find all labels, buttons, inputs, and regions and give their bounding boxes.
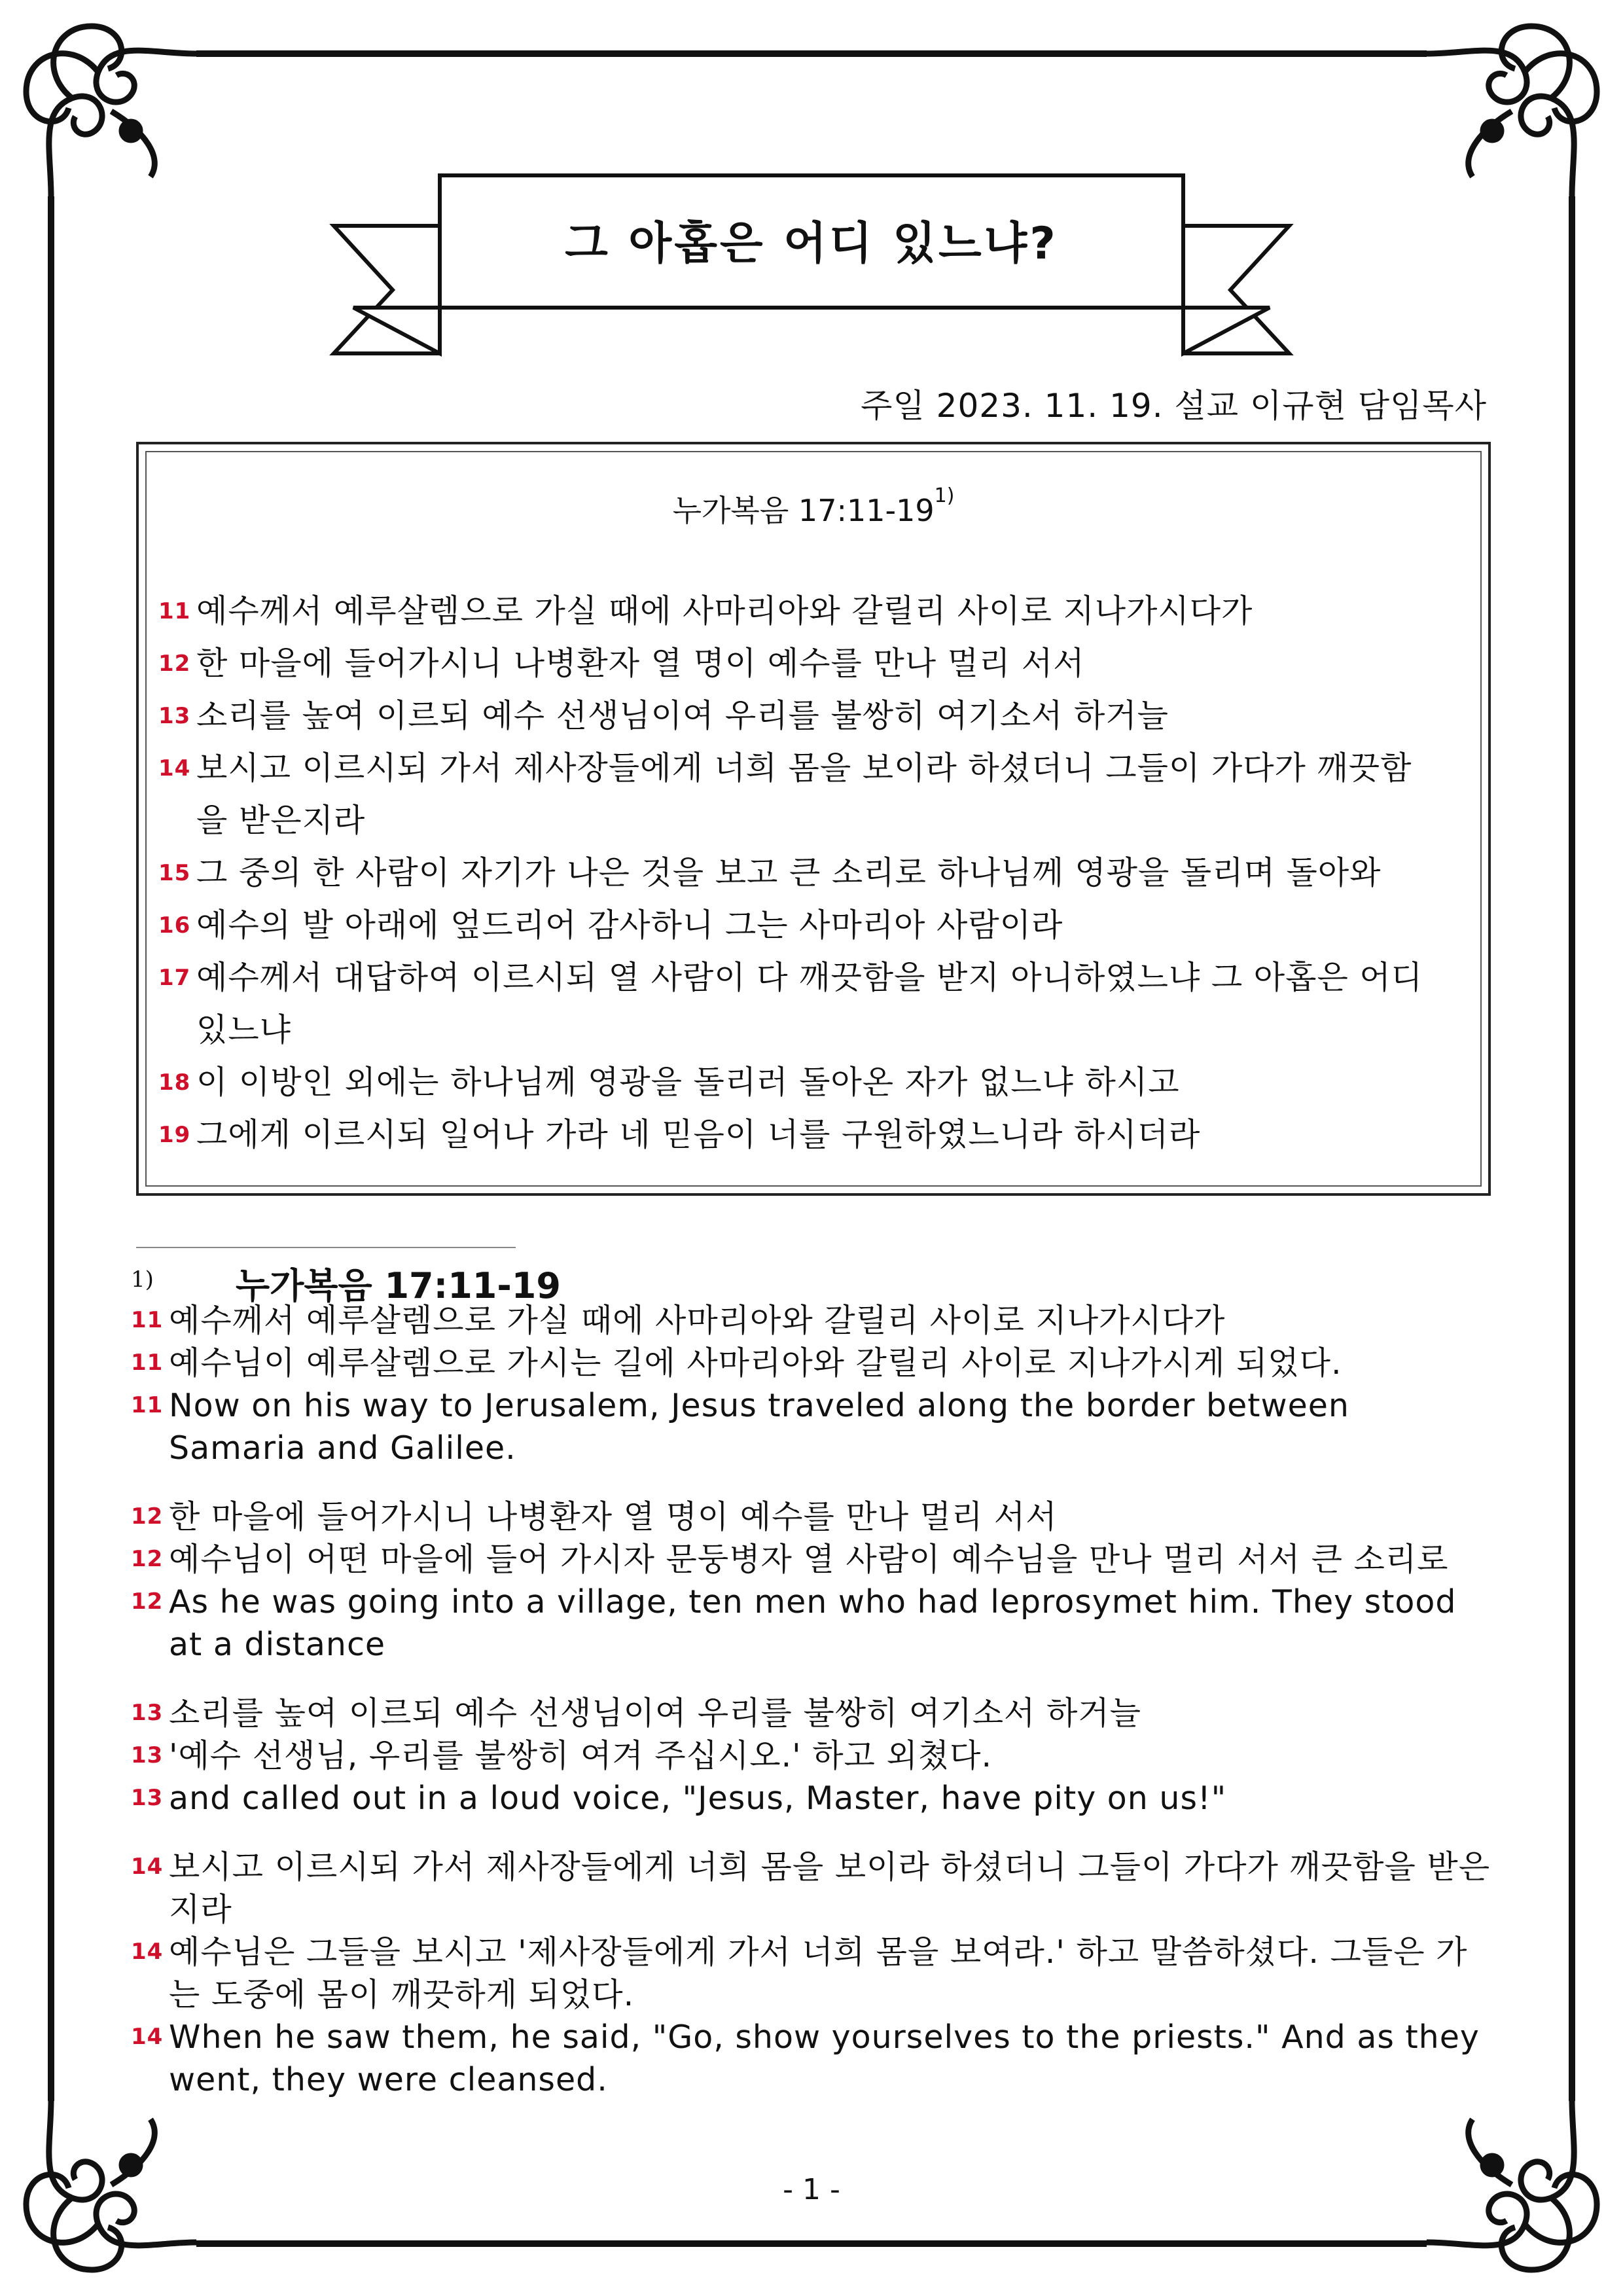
verse-number: 14: [131, 1939, 164, 1965]
footnote-line: [131, 1692, 1492, 1734]
footnote-line: [131, 1734, 1492, 1777]
verse-number: 17: [158, 965, 191, 991]
footnote-line-text: and called out in a loud voice, "Jesus, Master, have pity on us!": [169, 1780, 1227, 1817]
verse-number: 14: [131, 1854, 164, 1880]
footnote-line: [131, 1538, 1492, 1581]
verse-text: 예수의 발 아래에 엎드리어 감사하니 그는 사마리아 사람이라: [196, 906, 1063, 944]
verse-number: 14: [131, 2024, 164, 2050]
sermon-dateline: 주일 2023. 11. 19. 설교 이규현 담임목사: [861, 387, 1487, 425]
footnote-line-text: 예수님은 그들을 보시고 '제사장들에게 가서 너희 몸을 보여라.' 하고 말씀하셨다. 그들은 가는 도중에 몸이 깨끗하게 되었다.: [169, 1933, 1468, 2013]
page-number: - 1 -: [783, 2173, 840, 2206]
footnote-line-text: 예수님이 예루살렘으로 가시는 길에 사마리아와 갈릴리 사이로 지나가시게 되었다.: [169, 1344, 1342, 1382]
verse-number: 14: [158, 755, 191, 781]
verse-number: 12: [158, 651, 191, 677]
verse-number: 11: [158, 598, 191, 624]
footnote-title: 누가복음 17:11-19: [236, 1265, 561, 1306]
verse: [158, 585, 1442, 637]
footnote-line-text: Now on his way to Jerusalem, Jesus traveled along the border between Samaria and Galilee.: [169, 1387, 1349, 1467]
footnote-line-text: 보시고 이르시되 가서 제사장들에게 너희 몸을 보이라 하셨더니 그들이 가다가 깨끗함을 받은지라: [169, 1848, 1491, 1928]
verse: [158, 952, 1442, 1056]
scripture-box: [136, 442, 1491, 1196]
verse-number: 13: [131, 1785, 164, 1811]
footnote-line: [131, 1342, 1492, 1384]
verse: [158, 1109, 1442, 1161]
footnote-line: [131, 1581, 1492, 1666]
footnote-line-text: 예수님이 어떤 마을에 들어 가시자 문둥병자 열 사람이 예수님을 만나 멀리 서서 큰 소리로: [169, 1541, 1449, 1578]
footnote-marker[interactable]: 1): [934, 484, 955, 507]
verse-number: 11: [131, 1307, 164, 1333]
footnote-line-text: 소리를 높여 이르되 예수 선생님이여 우리를 불쌍히 여기소서 하거늘: [169, 1695, 1141, 1732]
verse-text: 이 이방인 외에는 하나님께 영광을 돌리러 돌아온 자가 없느냐 하시고: [196, 1064, 1180, 1101]
verse-number: 16: [158, 912, 191, 939]
footnote-divider: [136, 1247, 516, 1248]
footnote-line-text: 한 마을에 들어가시니 나병환자 열 명이 예수를 만나 멀리 서서: [169, 1498, 1058, 1535]
footnote-line: [131, 1299, 1492, 1342]
verse-text: 소리를 높여 이르되 예수 선생님이여 우리를 불쌍히 여기소서 하거늘: [196, 697, 1169, 734]
footnote-line-text: 예수께서 예루살렘으로 가실 때에 사마리아와 갈릴리 사이로 지나가시다가: [169, 1302, 1226, 1339]
footnote-line-text: '예수 선생님, 우리를 불쌍히 여겨 주십시오.' 하고 외쳤다.: [169, 1737, 993, 1774]
verse: [158, 690, 1442, 742]
verse-number: 12: [131, 1588, 164, 1615]
footnote-line: [131, 1931, 1492, 2016]
verse-number: 12: [131, 1503, 164, 1530]
verse-number: 13: [131, 1700, 164, 1726]
verse-text: 보시고 이르시되 가서 제사장들에게 너희 몸을 보이라 하셨더니 그들이 가다가 깨끗함을 받은지라: [196, 749, 1412, 839]
footnote-line: [131, 1846, 1492, 1931]
verse-text: 예수께서 대답하여 이르시되 열 사람이 다 깨끗함을 받지 아니하였느냐 그 아홉은 어디 있느냐: [196, 959, 1423, 1049]
verse: [158, 1056, 1442, 1109]
footnote-verse-group: [131, 1846, 1492, 2101]
verse: [158, 899, 1442, 952]
footnote-line: [131, 2016, 1492, 2101]
verse: [158, 742, 1442, 847]
passage-reference-text: 누가복음 17:11-19: [672, 493, 935, 528]
verse-text: 한 마을에 들어가시니 나병환자 열 명이 예수를 만나 멀리 서서: [196, 645, 1085, 682]
verse: [158, 637, 1442, 690]
verse-number: 12: [131, 1546, 164, 1572]
footnote-verse-group: [131, 1299, 1492, 1469]
verse: [158, 847, 1442, 899]
verse-list: [158, 585, 1442, 1161]
verse-number: 11: [131, 1392, 164, 1418]
footnote-marker-label: 1): [131, 1266, 154, 1293]
corner-ornament-top-right: [1427, 26, 1597, 196]
footnote-line-text: When he saw them, he said, "Go, show yourselves to the priests." And as they went, they were cleansed.: [169, 2018, 1480, 2098]
verse-text: 예수께서 예루살렘으로 가실 때에 사마리아와 갈릴리 사이로 지나가시다가: [196, 592, 1253, 630]
footnote-line: [131, 1384, 1492, 1469]
footnote-line: [131, 1496, 1492, 1538]
footnote-line-text: As he was going into a village, ten men who had leprosymet him. They stood at a distance: [169, 1583, 1457, 1663]
verse-number: 18: [158, 1069, 191, 1096]
verse-text: 그에게 이르시되 일어나 가라 네 믿음이 너를 구원하였느니라 하시더라: [196, 1116, 1201, 1153]
corner-ornament-top-left: [26, 26, 196, 196]
verse-number: 19: [158, 1122, 191, 1148]
footnote-line: [131, 1777, 1492, 1820]
verse-number: 13: [131, 1742, 164, 1768]
footnote-verse-group: [131, 1692, 1492, 1820]
footnote-parallel-translations: [131, 1299, 1492, 2127]
sermon-title: 그 아홉은 어디 있느냐?: [565, 218, 1058, 270]
footnote-verse-group: [131, 1496, 1492, 1666]
verse-number: 15: [158, 860, 191, 886]
verse-number: 11: [131, 1350, 164, 1376]
passage-reference: [139, 484, 1488, 530]
verse-number: 13: [158, 703, 191, 729]
verse-text: 그 중의 한 사람이 자기가 나은 것을 보고 큰 소리로 하나님께 영광을 돌리며 돌아와: [196, 854, 1382, 891]
